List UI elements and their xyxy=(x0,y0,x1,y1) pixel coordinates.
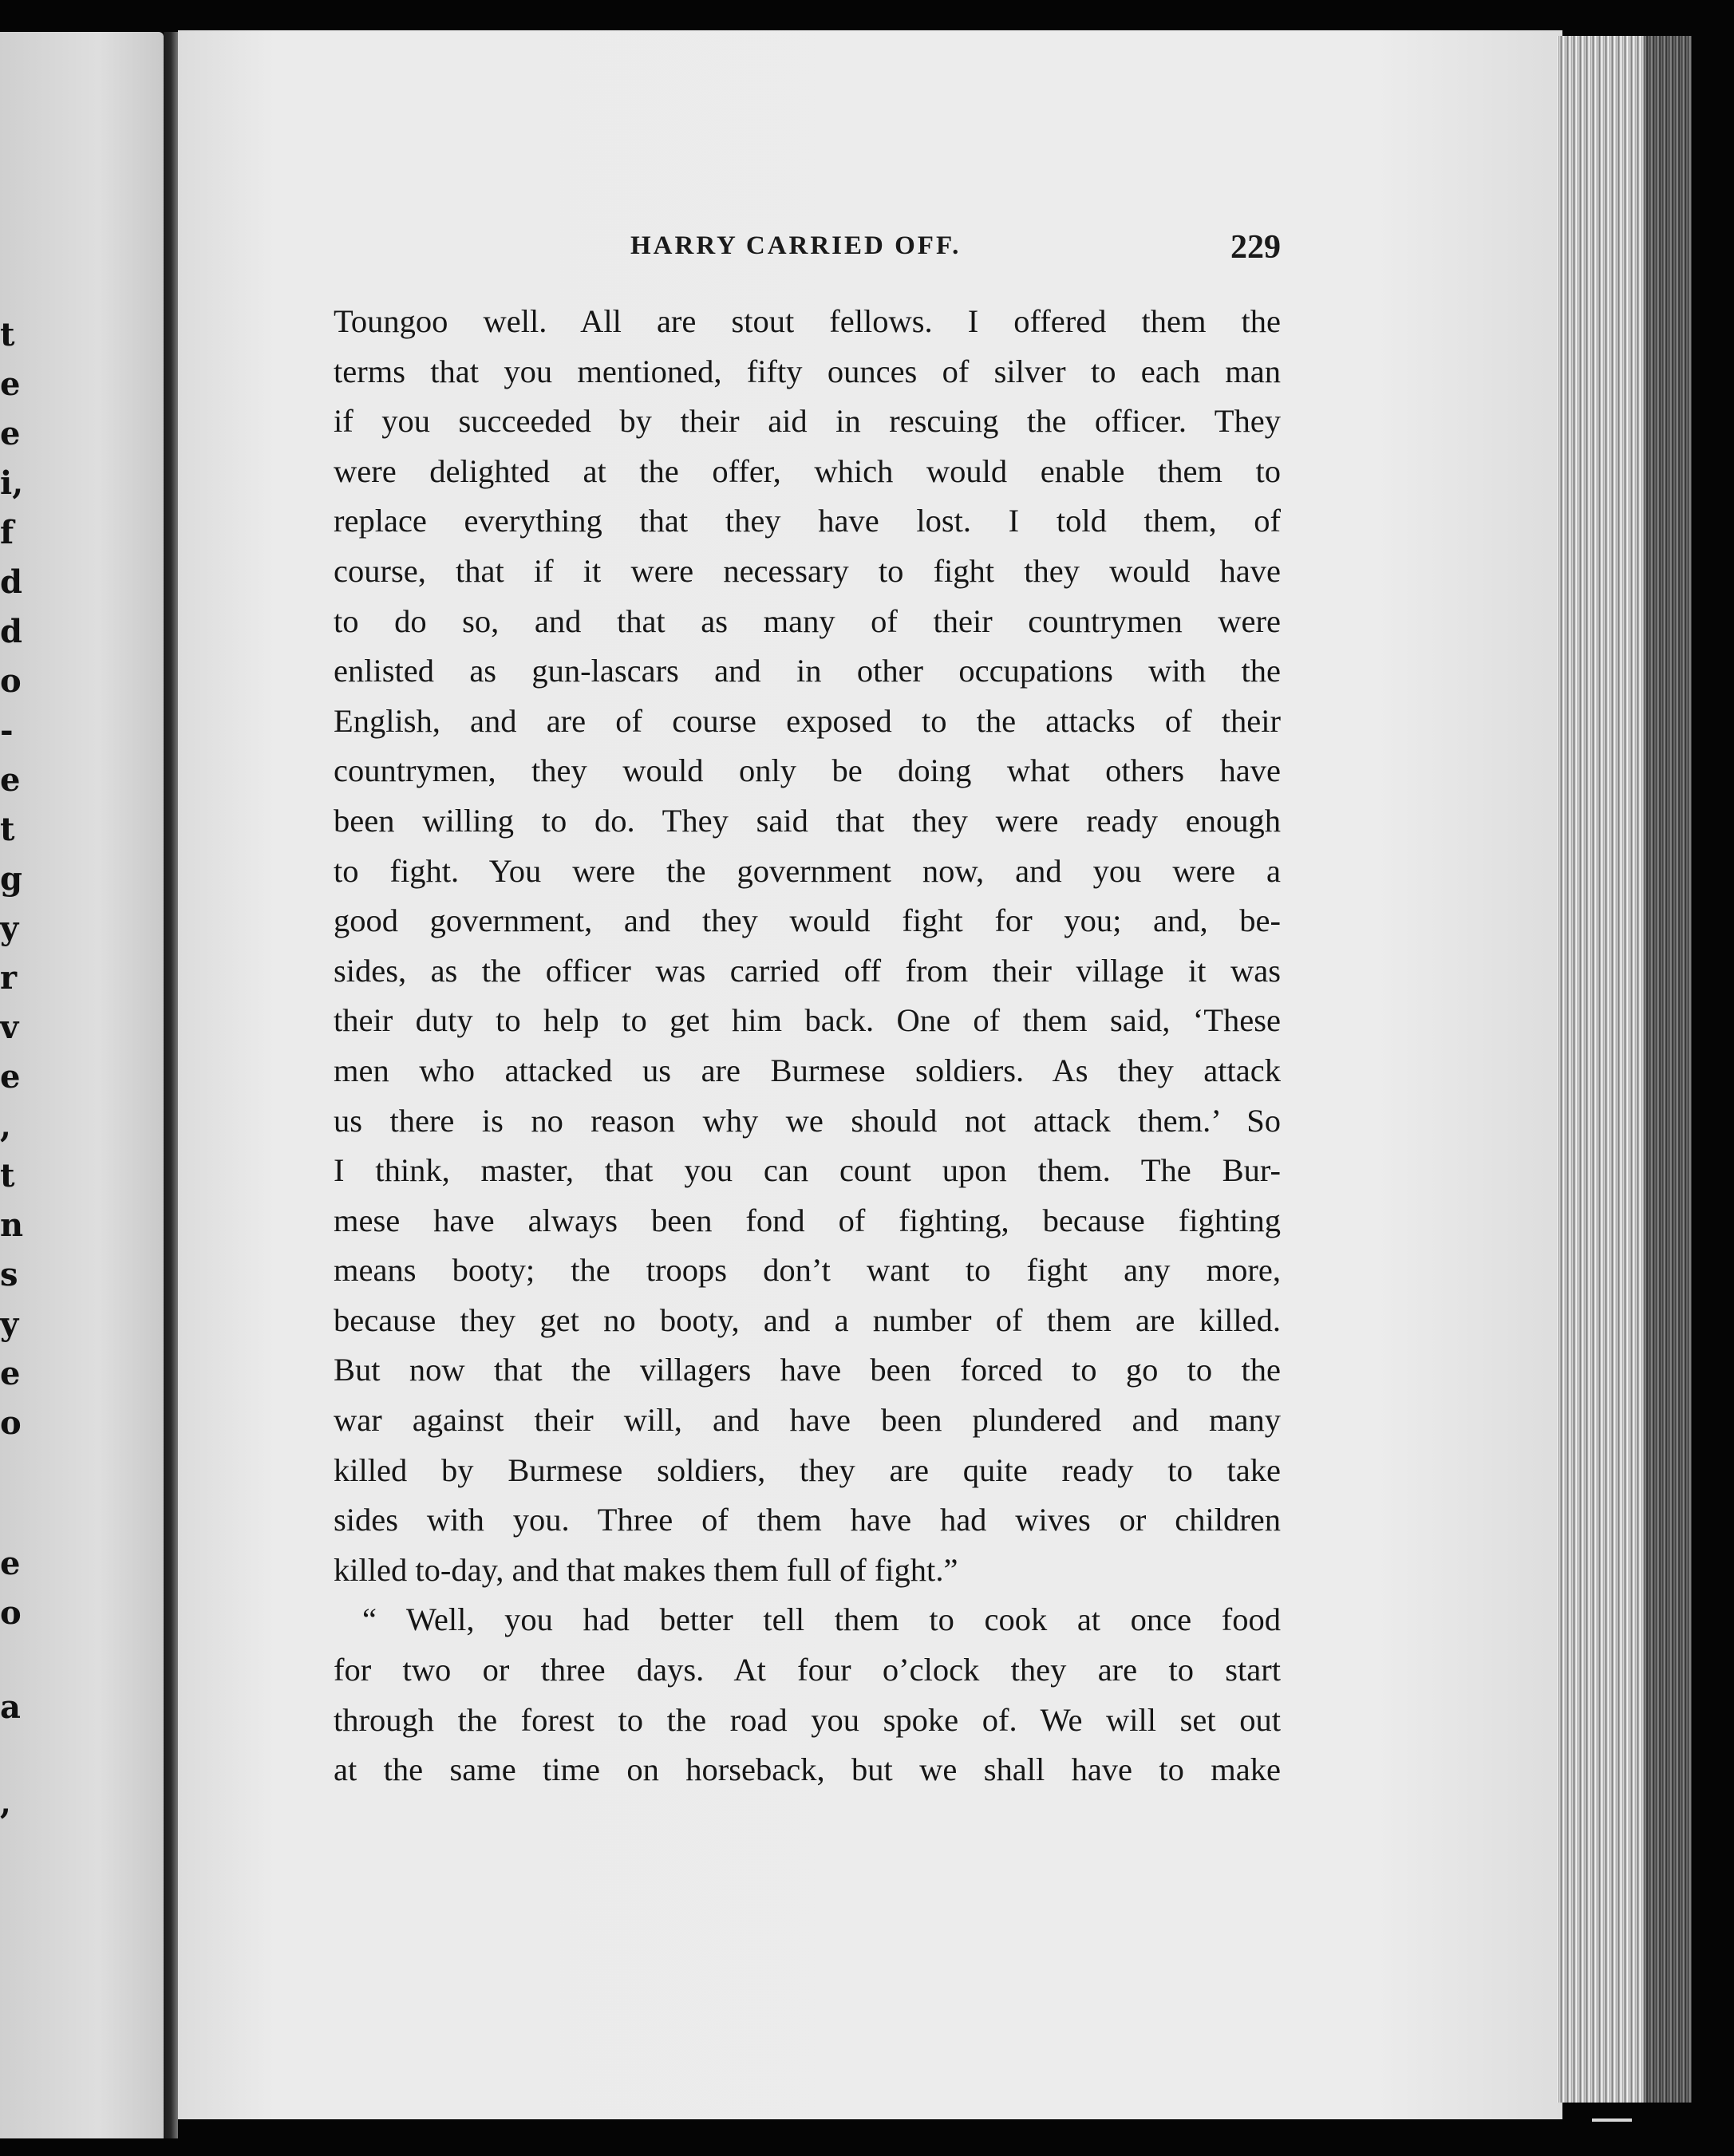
text-line: “ Well, you had better tell them to cook at once food xyxy=(362,1601,1281,1638)
text-line: means booty; the troops don’t want to fight any more, xyxy=(334,1252,1281,1289)
text-line: English, and are of course exposed to the attacks of their xyxy=(334,702,1281,739)
text-line: course, that if it were necessary to fight they would have xyxy=(334,552,1281,589)
text-line: But now that the villagers have been forced to go to the xyxy=(334,1352,1281,1388)
previous-page-fragment xyxy=(0,32,164,2138)
edge-letter: s xyxy=(0,1256,18,1293)
text-line: were delighted at the offer, which would enable them to xyxy=(334,452,1281,489)
text-line: I think, master, that you can count upon them. The Bur- xyxy=(334,1152,1281,1189)
edge-letter: t xyxy=(0,1157,15,1194)
edge-letter: e xyxy=(0,761,21,799)
text-line: men who attacked us are Burmese soldiers. As they attack xyxy=(334,1052,1281,1088)
edge-letter: a xyxy=(0,1688,21,1726)
running-head: HARRY CARRIED OFF. xyxy=(630,231,962,260)
text-line: through the forest to the road you spoke of. We will set out xyxy=(334,1701,1281,1738)
edge-letter: d xyxy=(0,563,22,601)
edge-letter: , xyxy=(0,1108,11,1145)
edge-letter: e xyxy=(0,365,21,403)
edge-letter: o xyxy=(0,1594,22,1632)
edge-letter: y xyxy=(0,910,19,947)
edge-letter: g xyxy=(0,860,22,898)
text-line: terms that you mentioned, fifty ounces of silver to each man xyxy=(334,353,1281,389)
edge-letter: - xyxy=(0,712,14,749)
text-line: if you succeeded by their aid in rescuing the officer. They xyxy=(334,403,1281,440)
edge-letter: t xyxy=(0,316,15,353)
edge-letter: r xyxy=(0,959,18,997)
text-line: sides, as the officer was carried off from their village it was xyxy=(334,952,1281,989)
text-line: good government, and they would fight for you; and, be- xyxy=(334,902,1281,939)
edge-letter: , xyxy=(0,1784,11,1822)
edge-letter: n xyxy=(0,1206,24,1244)
text-line: countrymen, they would only be doing what others have xyxy=(334,752,1281,789)
book-gutter xyxy=(164,32,178,2138)
page-edges-shadow xyxy=(1644,36,1692,2103)
text-line: for two or three days. At four o’clock they are to start xyxy=(334,1652,1281,1688)
edge-letter: d xyxy=(0,613,22,650)
edge-letter: e xyxy=(0,1355,21,1392)
edge-letter: i, xyxy=(0,464,24,502)
text-line: Toungoo well. All are stout fellows. I offered them the xyxy=(334,303,1281,339)
text-line: us there is no reason why we should not attack them.’ So xyxy=(334,1102,1281,1139)
text-line: their duty to help to get him back. One of them said, ‘These xyxy=(334,1002,1281,1039)
text-line: sides with you. Three of them have had wives or children xyxy=(334,1502,1281,1538)
edge-letter: e xyxy=(0,1058,21,1096)
text-line: been willing to do. They said that they were ready enough xyxy=(334,802,1281,839)
body-text xyxy=(334,297,1281,1795)
edge-letter: y xyxy=(0,1305,19,1343)
page-number: 229 xyxy=(1230,229,1281,266)
text-line: killed to-day, and that makes them full of fight.” xyxy=(334,1551,958,1588)
edge-letter: e xyxy=(0,1545,21,1582)
text-line: enlisted as gun-lascars and in other occupations with the xyxy=(334,653,1281,689)
text-line: mese have always been fond of fighting, because fighting xyxy=(334,1202,1281,1238)
page-edges-stack xyxy=(1556,36,1644,2103)
text-line: replace everything that they have lost. I told them, of xyxy=(334,503,1281,539)
text-line: to fight. You were the government now, and you were a xyxy=(334,852,1281,889)
text-line: to do so, and that as many of their countrymen were xyxy=(334,602,1281,639)
edge-letter: f xyxy=(0,514,14,551)
edge-letter: v xyxy=(0,1009,19,1046)
scan-artifact-mark xyxy=(1592,2118,1632,2122)
text-line: because they get no booty, and a number of them are killed. xyxy=(334,1301,1281,1338)
edge-letter: o xyxy=(0,662,22,700)
text-line: killed by Burmese soldiers, they are quite ready to take xyxy=(334,1451,1281,1488)
text-line: war against their will, and have been plundered and many xyxy=(334,1402,1281,1439)
page-header xyxy=(630,228,1281,276)
edge-letter: o xyxy=(0,1404,22,1442)
edge-letter: e xyxy=(0,415,21,452)
edge-letter: t xyxy=(0,811,15,848)
text-line: at the same time on horseback, but we shall have to make xyxy=(334,1751,1281,1788)
